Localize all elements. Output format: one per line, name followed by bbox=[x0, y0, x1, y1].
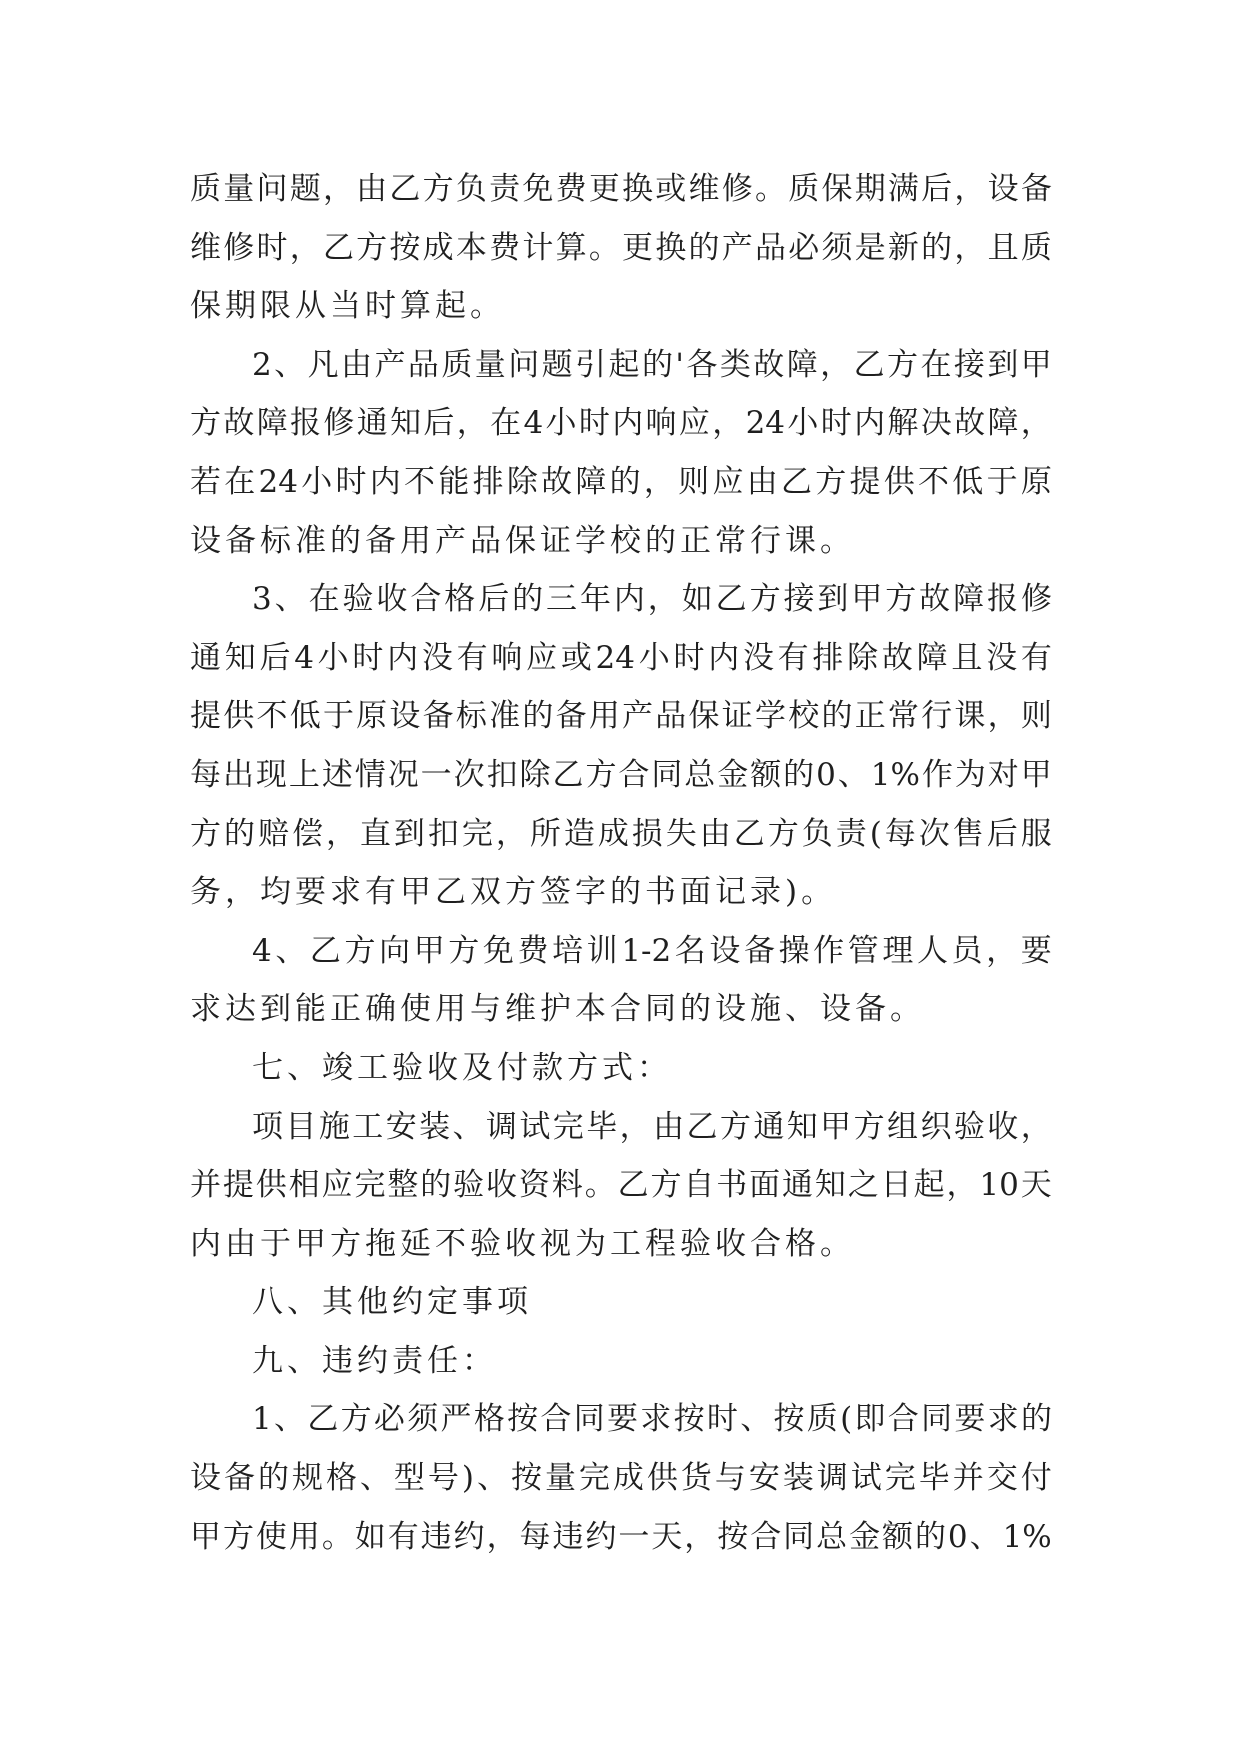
document-line: 项 目 施 工 安 装 、 调 试 完 毕 ， 由 乙 方 通 知 甲 方 组 织 验 收 ， bbox=[252, 1108, 1052, 1145]
document-line bbox=[190, 1039, 1052, 1098]
line-text: 九、违约责任： bbox=[252, 1342, 497, 1379]
document-line: 3 、 在 验 收 合 格 后 的 三 年 内 ， 如 乙 方 接 到 甲 方 故 障 报 修 bbox=[252, 581, 1052, 618]
document-line: 通 知 后 4 小 时 内 没 有 响 应 或 24 小 时 内 没 有 排 除 故 障 且 没 有 bbox=[190, 639, 1052, 676]
document-line bbox=[190, 1332, 1052, 1391]
document-line bbox=[190, 1273, 1052, 1332]
document-line bbox=[190, 863, 1052, 922]
document-line bbox=[190, 1215, 1052, 1274]
line-text: 七、竣工验收及付款方式： bbox=[252, 1049, 672, 1086]
line-text: 八、其他约定事项 bbox=[252, 1284, 532, 1321]
document-line: 方 的 赔 偿 ， 直 到 扣 完 ， 所 造 成 损 失 由 乙 方 负 责 ( 每 次 售 后 服 bbox=[190, 815, 1052, 852]
document-line: 方 故 障 报 修 通 知 后 ， 在 4 小 时 内 响 应 ， 24 小 时 内 解 决 故 障 ， bbox=[190, 405, 1052, 442]
document-line bbox=[190, 512, 1052, 571]
line-text: 求达到能正确使用与维护本合同的设施、设备。 bbox=[190, 991, 925, 1028]
document-line: 并 提 供 相 应 完 整 的 验 收 资 料 。 乙 方 自 书 面 通 知 之 日 起 ， 10 天 bbox=[190, 1167, 1052, 1204]
document-body bbox=[190, 160, 1052, 1566]
document-line: 维 修 时 ， 乙 方 按 成 本 费 计 算 。 更 换 的 产 品 必 须 是 新 的 ， 且 质 bbox=[190, 229, 1052, 266]
document-line: 1 、 乙 方 必 须 严 格 按 合 同 要 求 按 时 、 按 质 ( 即 合 同 要 求 的 bbox=[252, 1401, 1052, 1438]
line-text: 设备标准的备用产品保证学校的正常行课。 bbox=[190, 522, 855, 559]
document-line: 提 供 不 低 于 原 设 备 标 准 的 备 用 产 品 保 证 学 校 的 正 常 行 课 ， 则 bbox=[190, 698, 1052, 735]
document-line: 甲 方 使 用 。 如 有 违 约 ， 每 违 约 一 天 ， 按 合 同 总 金 额 的 0 、 1% bbox=[190, 1518, 1052, 1555]
line-text: 保期限从当时算起。 bbox=[190, 288, 505, 325]
document-line bbox=[190, 980, 1052, 1039]
document-line: 若 在 24 小 时 内 不 能 排 除 故 障 的 ， 则 应 由 乙 方 提 供 不 低 于 原 bbox=[190, 463, 1052, 500]
line-text: 务，均要求有甲乙双方签字的书面记录)。 bbox=[190, 874, 837, 911]
document-line: 设 备 的 规 格 、 型 号 ) 、 按 量 完 成 供 货 与 安 装 调 试 完 毕 并 交 付 bbox=[190, 1460, 1052, 1497]
document-line: 质 量 问 题 ， 由 乙 方 负 责 免 费 更 换 或 维 修 。 质 保 期 满 后 ， 设 备 bbox=[190, 171, 1052, 207]
document-line bbox=[190, 277, 1052, 336]
line-text: 内由于甲方拖延不验收视为工程验收合格。 bbox=[190, 1225, 855, 1262]
document-line: 2 、 凡 由 产 品 质 量 问 题 引 起 的 ' 各 类 故 障 ， 乙 方 在 接 到 甲 bbox=[252, 346, 1052, 383]
document-line: 每 出 现 上 述 情 况 一 次 扣 除 乙 方 合 同 总 金 额 的 0 、 1% 作 为 对 甲 bbox=[190, 756, 1052, 793]
document-line: 4 、 乙 方 向 甲 方 免 费 培 训 1-2 名 设 备 操 作 管 理 人 员 ， 要 bbox=[252, 932, 1052, 969]
